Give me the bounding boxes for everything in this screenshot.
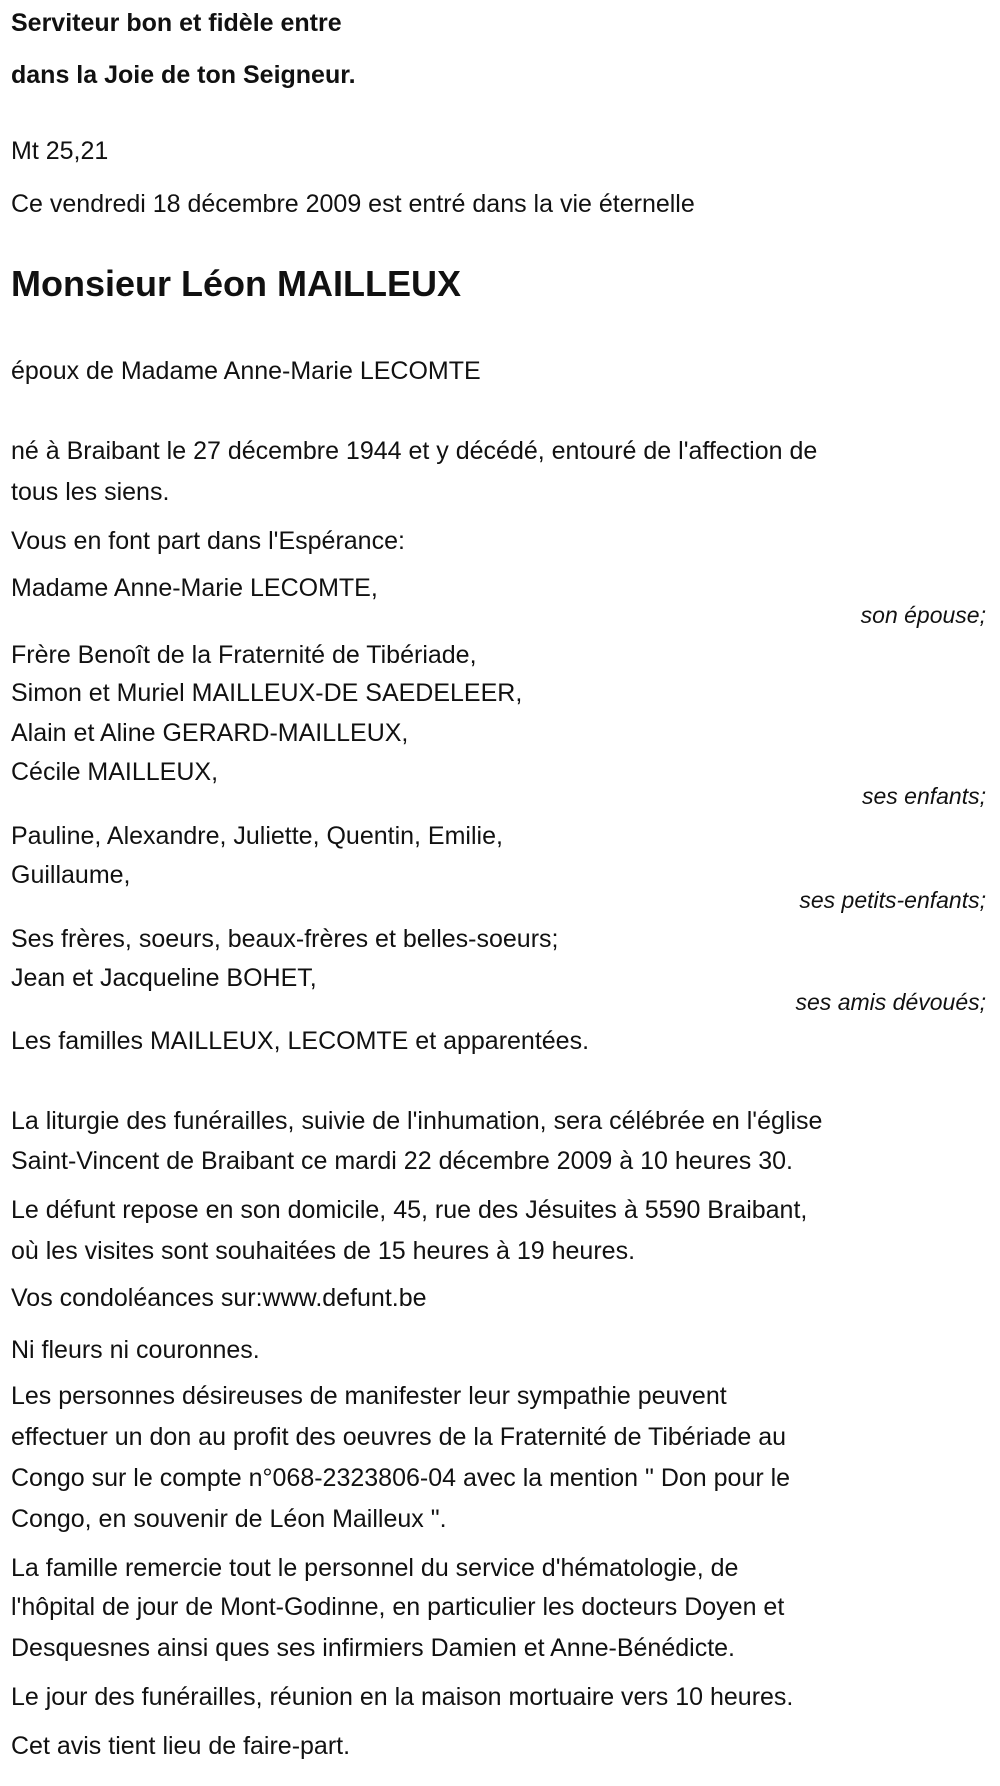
family-role: ses amis dévoués; [795, 989, 986, 1015]
family-friend: Jean et Jacqueline BOHET, [11, 964, 317, 992]
donation-line: Congo, en souvenir de Léon Mailleux ". [11, 1505, 447, 1533]
closing-line: Cet avis tient lieu de faire-part. [11, 1732, 351, 1760]
family-grandchild: Pauline, Alexandre, Juliette, Quentin, Emilie, [11, 822, 503, 850]
family-child: Simon et Muriel MAILLEUX-DE SAEDELEER, [11, 679, 523, 707]
thanks-line: La famille remercie tout le personnel du service d'hématologie, de [11, 1554, 739, 1582]
bible-verse: Mt 25,21 [11, 137, 109, 165]
donation-line: Les personnes désireuses de manifester leur sympathie peuvent [11, 1382, 727, 1410]
intro-line: dans la Joie de ton Seigneur. [11, 61, 356, 89]
liturgy-line: La liturgie des funérailles, suivie de l'inhumation, sera célébrée en l'église [11, 1107, 823, 1135]
deceased-name: Monsieur Léon MAILLEUX [11, 263, 461, 304]
family-families: Les familles MAILLEUX, LECOMTE et apparentées. [11, 1027, 590, 1055]
family-child: Cécile MAILLEUX, [11, 758, 219, 786]
family-role: ses petits-enfants; [799, 887, 986, 913]
intro-line: Serviteur bon et fidèle entre [11, 9, 342, 37]
rest-line: Le défunt repose en son domicile, 45, rue des Jésuites à 5590 Braibant, [11, 1196, 808, 1224]
family-child: Frère Benoît de la Fraternité de Tibériade, [11, 641, 477, 669]
donation-line: Congo sur le compte n°068-2323806-04 avec la mention " Don pour le [11, 1464, 791, 1492]
family-wife: Madame Anne-Marie LECOMTE, [11, 574, 378, 602]
announce-part: Vous en font part dans l'Espérance: [11, 527, 405, 555]
birth-line: tous les siens. [11, 478, 170, 506]
liturgy-line: Saint-Vincent de Braibant ce mardi 22 décembre 2009 à 10 heures 30. [11, 1147, 793, 1175]
family-grandchild: Guillaume, [11, 861, 131, 889]
rest-line: où les visites sont souhaitées de 15 heures à 19 heures. [11, 1237, 636, 1265]
flowers-line: Ni fleurs ni couronnes. [11, 1336, 260, 1364]
spouse-line: époux de Madame Anne-Marie LECOMTE [11, 357, 481, 385]
family-role: son épouse; [860, 602, 986, 628]
thanks-line: Desquesnes ainsi ques ses infirmiers Damien et Anne-Bénédicte. [11, 1634, 735, 1662]
family-role: ses enfants; [861, 783, 986, 809]
thanks-line: l'hôpital de jour de Mont-Godinne, en particulier les docteurs Doyen et [11, 1593, 785, 1621]
family-sibling: Ses frères, soeurs, beaux-frères et belles-soeurs; [11, 925, 559, 953]
birth-line: né à Braibant le 27 décembre 1944 et y décédé, entouré de l'affection de [11, 437, 818, 465]
donation-line: effectuer un don au profit des oeuvres de la Fraternité de Tibériade au [11, 1423, 787, 1451]
condolences-line: Vos condoléances sur:www.defunt.be [11, 1284, 427, 1312]
announcement: Ce vendredi 18 décembre 2009 est entré dans la vie éternelle [11, 190, 695, 218]
meeting-line: Le jour des funérailles, réunion en la maison mortuaire vers 10 heures. [11, 1683, 794, 1711]
family-child: Alain et Aline GERARD-MAILLEUX, [11, 719, 409, 747]
